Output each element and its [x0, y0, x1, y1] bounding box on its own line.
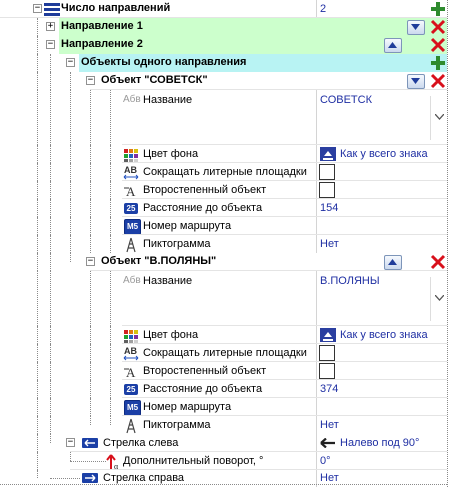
collapse-toggle[interactable]: − — [47, 39, 54, 49]
object-1-label: Объект "СОВЕТСК" — [101, 74, 208, 86]
pictogram-icon — [123, 237, 139, 253]
svg-text:A: A — [126, 184, 136, 199]
secondary-label: Второстепенный объект — [143, 184, 267, 196]
row-count[interactable] — [0, 0, 447, 18]
bg-label: Цвет фона — [143, 148, 199, 160]
fill-color-icon — [320, 147, 336, 161]
distance-value[interactable]: 374 — [320, 383, 339, 395]
collapse-toggle[interactable]: − — [87, 75, 94, 85]
row-pictogram[interactable] — [0, 416, 447, 434]
direction-2-label: Направление 2 — [61, 38, 143, 50]
arrow-left-icon — [320, 438, 336, 448]
shorten-icon — [123, 345, 139, 361]
name-value[interactable]: СОВЕТСК — [320, 94, 373, 106]
row-route[interactable] — [0, 217, 447, 235]
bg-value[interactable]: Как у всего знака — [340, 329, 428, 341]
shorten-checkbox[interactable] — [319, 164, 335, 180]
object-2-label: Объект "В.ПОЛЯНЫ" — [101, 255, 217, 267]
arrow-left-value[interactable]: Налево под 90° — [340, 437, 420, 449]
row-distance[interactable] — [0, 199, 447, 217]
secondary-label: Второстепенный объект — [143, 365, 267, 377]
route-label: Номер маршрута — [143, 220, 232, 232]
row-extra-turn[interactable] — [0, 452, 447, 470]
row-pictogram[interactable] — [0, 235, 447, 253]
arrow-left-label: Стрелка слева — [103, 437, 179, 449]
collapse-toggle[interactable]: − — [87, 256, 94, 266]
arrow-up-icon — [388, 258, 397, 266]
row-arrow-left[interactable] — [0, 434, 447, 452]
svg-text:A: A — [126, 365, 136, 380]
distance-label: Расстояние до объекта — [143, 202, 263, 214]
list-icon — [44, 2, 60, 16]
shorten-icon — [123, 164, 139, 180]
move-down-button[interactable] — [407, 20, 425, 35]
secondary-checkbox[interactable] — [319, 363, 335, 379]
secondary-checkbox[interactable] — [319, 182, 335, 198]
pict-label: Пиктограмма — [143, 419, 211, 431]
plus-icon[interactable] — [430, 55, 446, 71]
extra-turn-value[interactable]: 0° — [320, 455, 331, 467]
row-direction-1[interactable] — [0, 18, 447, 36]
move-down-button[interactable] — [407, 74, 425, 89]
distance-value[interactable]: 154 — [320, 202, 339, 214]
row-secondary[interactable] — [0, 181, 447, 199]
svg-text:α: α — [114, 462, 119, 470]
arrow-down-icon — [411, 23, 420, 31]
arrow-right-value[interactable]: Нет — [320, 472, 339, 484]
bg-value[interactable]: Как у всего знака — [340, 148, 428, 160]
pict-value[interactable]: Нет — [320, 238, 339, 250]
row-route[interactable] — [0, 398, 447, 416]
count-value[interactable]: 2 — [320, 3, 327, 15]
bg-label: Цвет фона — [143, 329, 199, 341]
row-bg-color[interactable] — [0, 145, 447, 163]
route-number-icon: M5 — [124, 219, 141, 235]
distance-label: Расстояние до объекта — [143, 383, 263, 395]
arrow-right-label: Стрелка справа — [103, 472, 185, 484]
row-objects[interactable] — [0, 54, 447, 72]
pictogram-icon — [123, 418, 139, 434]
move-up-button[interactable] — [384, 255, 402, 270]
collapse-toggle[interactable]: − — [67, 437, 74, 447]
collapse-toggle[interactable]: − — [34, 3, 41, 13]
objects-label: Объекты одного направления — [81, 56, 247, 68]
row-shorten[interactable] — [0, 344, 447, 362]
row-shorten[interactable] — [0, 163, 447, 181]
shorten-label: Сокращать литерные площадки — [143, 347, 307, 359]
close-icon[interactable] — [430, 19, 446, 35]
arrow-up-icon — [388, 41, 397, 49]
dropdown-button[interactable] — [430, 277, 448, 321]
collapse-toggle[interactable]: − — [67, 57, 74, 67]
count-label: Число направлений — [61, 2, 171, 14]
name-label: Название — [143, 275, 193, 287]
abbr-icon: Абв — [123, 275, 141, 286]
extra-turn-label: Дополнительный поворот, ° — [123, 455, 264, 467]
route-number-icon: M5 — [124, 400, 141, 416]
dropdown-chevron-icon — [435, 295, 444, 301]
distance-icon: 25 — [124, 384, 138, 395]
grid-right-border — [447, 0, 448, 487]
shorten-label: Сокращать литерные площадки — [143, 166, 307, 178]
name-label: Название — [143, 94, 193, 106]
route-label: Номер маршрута — [143, 401, 232, 413]
shorten-checkbox[interactable] — [319, 345, 335, 361]
close-icon[interactable] — [430, 73, 446, 89]
row-direction-2[interactable] — [0, 36, 447, 54]
expand-toggle[interactable]: + — [47, 21, 54, 31]
secondary-text-icon — [123, 183, 139, 199]
close-icon[interactable] — [430, 37, 446, 53]
row-object-1[interactable] — [0, 72, 447, 90]
arrow-down-icon — [411, 77, 420, 85]
svg-text:AB: AB — [124, 346, 137, 356]
arrow-right-sign-icon — [82, 473, 98, 483]
fill-color-icon — [320, 328, 336, 342]
move-up-button[interactable] — [384, 38, 402, 53]
row-name[interactable] — [0, 90, 447, 145]
dropdown-button[interactable] — [430, 96, 448, 140]
plus-icon[interactable] — [430, 1, 446, 17]
direction-1-label: Направление 1 — [61, 20, 143, 32]
row-object-2[interactable] — [0, 253, 447, 271]
grid-bottom-border — [0, 484, 447, 485]
svg-text:AB: AB — [124, 165, 137, 175]
pict-value[interactable]: Нет — [320, 419, 339, 431]
row-secondary[interactable] — [0, 362, 447, 380]
abbr-icon: Абв — [123, 94, 141, 105]
arrow-left-sign-icon — [82, 438, 98, 448]
row-name[interactable] — [0, 271, 447, 326]
dropdown-chevron-icon — [435, 114, 444, 120]
secondary-text-icon — [123, 364, 139, 380]
row-bg-color[interactable] — [0, 326, 447, 344]
name-value[interactable]: В.ПОЛЯНЫ — [320, 275, 380, 287]
row-distance[interactable] — [0, 380, 447, 398]
distance-icon: 25 — [124, 203, 138, 214]
pict-label: Пиктограмма — [143, 238, 211, 250]
turn-angle-icon — [106, 453, 120, 470]
close-icon[interactable] — [430, 254, 446, 270]
